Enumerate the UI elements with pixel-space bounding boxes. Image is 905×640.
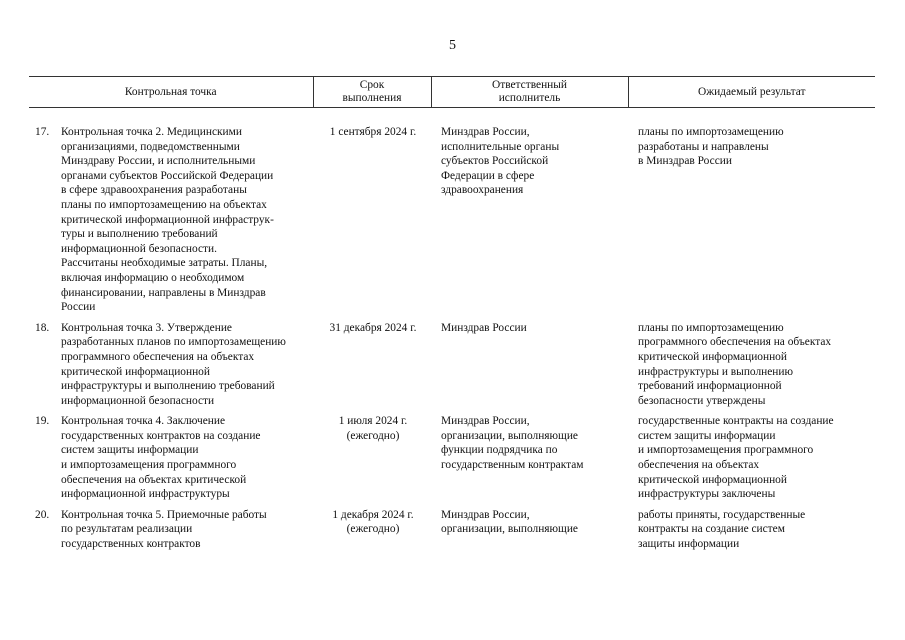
page-number: 5	[449, 38, 456, 53]
header-expected-result-label: Ожидаемый результат	[697, 85, 806, 98]
control-point-line: государственных контрактов на создание	[61, 429, 261, 442]
control-point-line: туры и выполнению требований	[61, 228, 218, 241]
control-point-line: по результатам реализации	[61, 523, 193, 536]
expected-result-line: критической информационной	[638, 350, 787, 363]
deadline-cell	[313, 414, 431, 508]
responsible-cell	[431, 125, 628, 321]
expected-result-line: инфраструктуры заключены	[638, 488, 776, 501]
deadline-line: 1 сентября 2024 г.	[329, 126, 417, 138]
expected-result-line: безопасности утверждены	[638, 394, 766, 407]
header-control-point	[29, 77, 313, 108]
table-row	[29, 125, 875, 321]
table-header-row	[29, 77, 875, 108]
responsible-line: здравоохранения	[441, 184, 524, 197]
control-point-line: обеспечения на объектах критической	[61, 473, 247, 486]
header-deadline	[313, 77, 431, 108]
deadline-line: 1 декабря 2024 г.	[332, 508, 414, 521]
deadline-line: (ежегодно)	[346, 429, 400, 442]
control-points-table	[29, 76, 875, 558]
control-point-line: организациями, подведомственными	[61, 140, 240, 153]
responsible-cell	[431, 508, 628, 558]
control-point-line: информационной безопасности	[61, 394, 215, 407]
expected-result-cell	[628, 414, 875, 508]
responsible-line: Минздрав России,	[441, 415, 530, 428]
responsible-line: субъектов Российской	[441, 155, 549, 168]
expected-result-line: критической информационной	[638, 473, 787, 486]
expected-result-line: инфраструктуры и выполнению	[638, 365, 793, 378]
control-point-line: информационной инфраструктуры	[61, 488, 230, 501]
responsible-line: Минздрав России,	[441, 508, 530, 521]
deadline-line: 1 июля 2024 г.	[338, 415, 408, 428]
control-point-line: государственных контрактов	[61, 538, 201, 551]
header-deadline-line1: Срок	[359, 79, 385, 91]
deadline-cell	[313, 321, 431, 415]
table-row	[29, 321, 875, 415]
responsible-line: функции подрядчика по	[441, 444, 558, 457]
expected-result-line: и импортозамещения программного	[638, 444, 814, 457]
row-number: 19.	[35, 415, 50, 428]
responsible-cell	[431, 414, 628, 508]
control-point-line: программного обеспечения на объектах	[61, 350, 255, 363]
control-point-line: и импортозамещения программного	[61, 459, 237, 472]
deadline-line: (ежегодно)	[346, 523, 400, 536]
control-point-cell	[29, 125, 313, 321]
control-point-line: включая информацию о необходимом	[61, 271, 245, 284]
control-point-line: критической информационной инфраструк-	[61, 213, 274, 226]
control-point-line: Минздраву России, и исполнительными	[61, 155, 256, 168]
deadline-line: 31 декабря 2024 г.	[329, 321, 417, 334]
control-point-line: Контрольная точка 5. Приемочные работы	[61, 508, 267, 521]
control-point-line: Контрольная точка 2. Медицинскими	[61, 126, 242, 138]
control-point-line: планы по импортозамещению на объектах	[61, 198, 267, 211]
header-control-point-label: Контрольная точка	[124, 85, 217, 98]
header-responsible-line1: Ответственный	[491, 79, 568, 91]
responsible-line: Минздрав России	[441, 321, 527, 334]
header-responsible	[431, 77, 628, 108]
expected-result-line: защиты информации	[638, 538, 740, 551]
expected-result-line: государственные контракты на создание	[638, 415, 834, 428]
expected-result-line: программного обеспечения на объектах	[638, 336, 832, 349]
expected-result-line: работы приняты, государственные	[638, 508, 806, 521]
responsible-line: организации, выполняющие	[441, 429, 578, 442]
deadline-cell	[313, 508, 431, 558]
expected-result-cell	[628, 321, 875, 415]
control-point-line: органами субъектов Российской Федерации	[61, 169, 274, 182]
row-number: 17.	[35, 126, 50, 138]
control-point-line: разработанных планов по импортозамещению	[61, 336, 286, 349]
control-point-line: России	[61, 301, 96, 314]
control-point-cell	[29, 321, 313, 415]
control-point-line: Контрольная точка 3. Утверждение	[61, 321, 232, 334]
expected-result-line: систем защиты информации	[638, 429, 776, 442]
expected-result-line: контракты на создание систем	[638, 523, 785, 536]
responsible-line: организации, выполняющие	[441, 523, 578, 536]
expected-result-cell	[628, 508, 875, 558]
row-number: 18.	[35, 321, 50, 334]
expected-result-line: требований информационной	[638, 380, 782, 393]
expected-result-cell	[628, 125, 875, 321]
spacer-row	[29, 108, 875, 126]
control-point-line: Рассчитаны необходимые затраты. Планы,	[61, 257, 268, 270]
control-point-text	[61, 321, 309, 409]
control-point-text	[61, 125, 309, 315]
control-point-cell	[29, 414, 313, 508]
control-point-line: в сфере здравоохранения разработаны	[61, 184, 247, 197]
control-point-line: критической информационной	[61, 365, 210, 378]
table-row	[29, 508, 875, 558]
expected-result-line: планы по импортозамещению	[638, 321, 784, 334]
control-point-line: систем защиты информации	[61, 444, 199, 457]
responsible-line: Минздрав России,	[441, 126, 530, 138]
expected-result-line: обеспечения на объектах	[638, 459, 760, 472]
expected-result-line: в Минздрав России	[638, 155, 732, 168]
control-point-text	[61, 414, 309, 502]
responsible-line: исполнительные органы	[441, 140, 560, 153]
control-point-line: инфраструктуры и выполнению требований	[61, 380, 275, 393]
control-point-text	[61, 508, 309, 552]
responsible-line: государственным контрактам	[441, 459, 584, 472]
responsible-cell	[431, 321, 628, 415]
header-deadline-line2: выполнения	[342, 92, 402, 104]
control-point-cell	[29, 508, 313, 558]
row-number: 20.	[35, 508, 50, 521]
expected-result-line: разработаны и направлены	[638, 140, 769, 153]
header-expected-result	[628, 77, 875, 108]
table-row	[29, 414, 875, 508]
deadline-cell	[313, 125, 431, 321]
responsible-line: Федерации в сфере	[441, 169, 535, 182]
header-responsible-line2: исполнитель	[498, 92, 561, 104]
expected-result-line: планы по импортозамещению	[638, 126, 784, 138]
control-point-line: финансировании, направлены в Минздрав	[61, 286, 266, 299]
control-point-line: Контрольная точка 4. Заключение	[61, 415, 225, 428]
control-point-line: информационной безопасности.	[61, 242, 217, 255]
